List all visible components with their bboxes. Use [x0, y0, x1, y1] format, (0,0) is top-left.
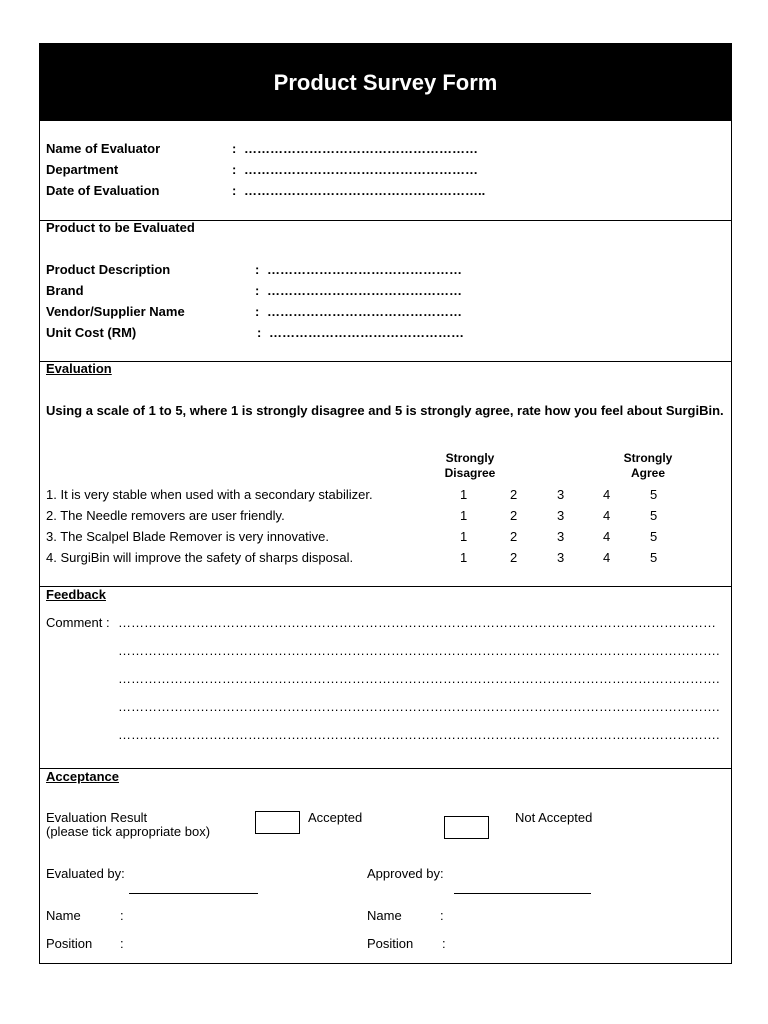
rating-option[interactable]: 4 [603, 550, 611, 565]
accepted-label: Accepted [308, 810, 363, 825]
colon: : [232, 183, 237, 198]
approved-by-label: Approved by: [367, 866, 444, 881]
colon: : [442, 936, 446, 951]
form-header [40, 44, 731, 121]
approved-by-signature-line[interactable] [454, 893, 591, 894]
scale-high-label: Strongly Agree [623, 451, 673, 480]
divider [40, 586, 731, 587]
rating-option[interactable]: 2 [510, 487, 518, 502]
rating-option[interactable]: 2 [510, 529, 518, 544]
evaluator-name-field[interactable]: ……………………………………………… [244, 141, 478, 156]
rating-option[interactable]: 3 [557, 550, 565, 565]
evaluation-result-label: Evaluation Result [46, 810, 148, 825]
page-title: Product Survey Form [273, 69, 498, 95]
rating-option[interactable]: 1 [460, 529, 468, 544]
evaluation-heading: Evaluation [46, 361, 112, 376]
rating-option[interactable]: 5 [650, 487, 658, 502]
vendor-field[interactable]: ……………………………………… [267, 304, 462, 319]
comment-line[interactable]: …………………………………………………………………………………………………………………………. [118, 727, 720, 742]
evaluation-instruction: Using a scale of 1 to 5, where 1 is strongly disagree and 5 is strongly agree, rate how you feel about SurgiBin. [46, 403, 724, 418]
rating-option[interactable]: 4 [603, 487, 611, 502]
rating-option[interactable]: 3 [557, 508, 565, 523]
divider [40, 768, 731, 769]
evaluation-item: 1. It is very stable when used with a secondary stabilizer. [46, 487, 373, 502]
evaluation-item: 4. SurgiBin will improve the safety of sharps disposal. [46, 550, 354, 565]
comment-line[interactable]: ………………………………………………………………………………………………………………………… [118, 615, 716, 630]
brand-label: Brand [46, 283, 84, 298]
colon: : [120, 936, 124, 951]
vendor-label: Vendor/Supplier Name [46, 304, 185, 319]
product-description-label: Product Description [46, 262, 171, 277]
accepted-checkbox[interactable] [255, 811, 300, 834]
department-label: Department [46, 162, 119, 177]
evaluator-name-label-bottom: Name [46, 908, 81, 923]
unit-cost-label: Unit Cost (RM) [46, 325, 137, 340]
rating-option[interactable]: 1 [460, 550, 468, 565]
not-accepted-label: Not Accepted [515, 810, 593, 825]
evaluation-result-hint: (please tick appropriate box) [46, 824, 211, 839]
rating-option[interactable]: 2 [510, 508, 518, 523]
divider [40, 361, 731, 362]
approver-position-label: Position [367, 936, 414, 951]
rating-option[interactable]: 1 [460, 487, 468, 502]
rating-option[interactable]: 4 [603, 529, 611, 544]
rating-option[interactable]: 5 [650, 550, 658, 565]
colon: : [232, 141, 237, 156]
approver-name-label: Name [367, 908, 402, 923]
rating-option[interactable]: 2 [510, 550, 518, 565]
product-description-field[interactable]: ……………………………………… [267, 262, 462, 277]
survey-form [39, 43, 732, 964]
rating-option[interactable]: 5 [650, 508, 658, 523]
colon: : [232, 162, 237, 177]
unit-cost-field[interactable]: ……………………………………… [269, 325, 464, 340]
rating-option[interactable]: 5 [650, 529, 658, 544]
evaluated-by-signature-line[interactable] [129, 893, 258, 894]
comment-line[interactable]: …………………………………………………………………………………………………………………………. [118, 699, 720, 714]
rating-option[interactable]: 1 [460, 508, 468, 523]
rating-option[interactable]: 3 [557, 529, 565, 544]
colon: : [440, 908, 444, 923]
colon: : [255, 262, 260, 277]
date-field[interactable]: ……………………………………………….. [244, 183, 486, 198]
rating-option[interactable]: 4 [603, 508, 611, 523]
evaluator-position-label: Position [46, 936, 93, 951]
rating-option[interactable]: 3 [557, 487, 565, 502]
comment-line[interactable]: …………………………………………………………………………………………………………………………. [118, 643, 720, 658]
not-accepted-checkbox[interactable] [444, 816, 489, 839]
evaluator-name-label: Name of Evaluator [46, 141, 161, 156]
comment-line[interactable]: …………………………………………………………………………………………………………………………. [118, 671, 720, 686]
comment-label: Comment : [46, 615, 110, 630]
colon: : [120, 908, 124, 923]
colon: : [257, 325, 262, 340]
colon: : [255, 304, 260, 319]
feedback-heading: Feedback [46, 587, 106, 602]
department-field[interactable]: ……………………………………………… [244, 162, 478, 177]
scale-low-label: Strongly Disagree [444, 451, 496, 480]
evaluated-by-label: Evaluated by: [46, 866, 125, 881]
product-section-label: Product to be Evaluated [46, 220, 195, 235]
acceptance-heading: Acceptance [46, 769, 119, 784]
evaluation-item: 2. The Needle removers are user friendly. [46, 508, 285, 523]
date-label: Date of Evaluation [46, 183, 160, 198]
brand-field[interactable]: ……………………………………… [267, 283, 462, 298]
colon: : [255, 283, 260, 298]
evaluation-item: 3. The Scalpel Blade Remover is very innovative. [46, 529, 330, 544]
